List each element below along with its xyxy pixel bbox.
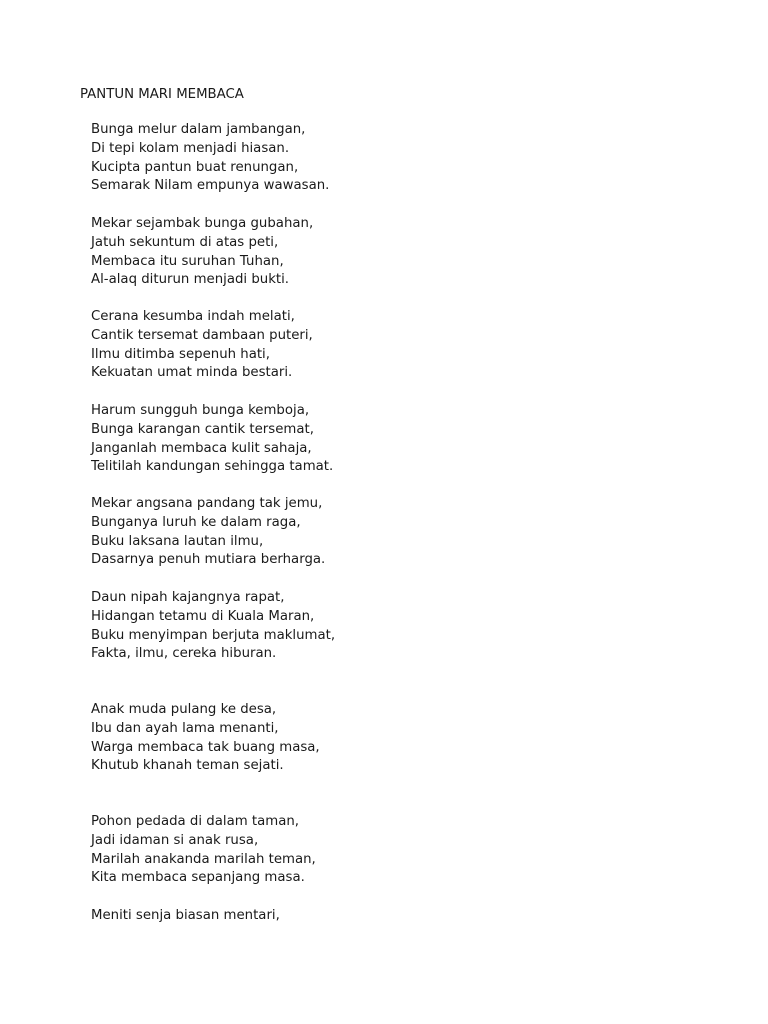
stanza-7 <box>91 701 320 776</box>
stanza-8 <box>91 813 316 888</box>
stanza-line: Meniti senja biasan mentari, <box>91 908 280 923</box>
stanza-line: Jatuh sekuntum di atas peti, <box>91 234 279 250</box>
stanza-line: Pohon pedada di dalam taman, <box>91 814 300 829</box>
stanza-line: Harum sungguh bunga kemboja, <box>91 403 310 418</box>
stanza-line: Kita membaca sepanjang masa. <box>91 870 305 886</box>
stanza-line: Dasarnya penuh mutiara berharga. <box>91 552 326 568</box>
stanza-line: Bunga karangan cantik tersemat, <box>91 421 314 437</box>
stanza-line: Kekuatan umat minda bestari. <box>91 365 293 381</box>
stanza-line: Khutub khanah teman sejati. <box>91 758 284 774</box>
stanza-line: Jadi idaman si anak rusa, <box>91 832 259 848</box>
stanza-line: Bunga melur dalam jambangan, <box>91 122 306 137</box>
stanza-line: Bunganya luruh ke dalam raga, <box>91 514 301 530</box>
stanza-5 <box>91 495 325 570</box>
stanza-1 <box>91 121 329 196</box>
stanza-line: Kucipta pantun buat renungan, <box>91 159 299 175</box>
stanza-4 <box>91 402 333 477</box>
stanza-line: Di tepi kolam menjadi hiasan. <box>91 140 290 156</box>
stanza-line: Mekar sejambak bunga gubahan, <box>91 216 314 231</box>
stanza-line: Daun nipah kajangnya rapat, <box>91 590 285 605</box>
stanza-line: Warga membaca tak buang masa, <box>91 739 320 755</box>
stanza-line: Telitilah kandungan sehingga tamat. <box>91 459 334 475</box>
stanza-line: Cerana kesumba indah melati, <box>91 309 295 324</box>
stanza-9 <box>91 907 280 926</box>
stanza-line: Ibu dan ayah lama menanti, <box>91 720 279 736</box>
stanza-line: Semarak Nilam empunya wawasan. <box>91 178 330 194</box>
stanza-line: Buku laksana lautan ilmu, <box>91 533 264 549</box>
stanza-line: Cantik tersemat dambaan puteri, <box>91 327 313 343</box>
stanza-line: Marilah anakanda marilah teman, <box>91 851 316 867</box>
stanza-2 <box>91 215 313 290</box>
stanza-line: Ilmu ditimba sepenuh hati, <box>91 346 270 362</box>
stanza-line: Hidangan tetamu di Kuala Maran, <box>91 608 315 624</box>
stanza-3 <box>91 308 313 383</box>
stanza-line: Anak muda pulang ke desa, <box>91 702 277 717</box>
stanza-6 <box>91 589 335 664</box>
stanza-line: Janganlah membaca kulit sahaja, <box>91 440 312 456</box>
stanza-line: Mekar angsana pandang tak jemu, <box>91 496 323 511</box>
stanza-line: Buku menyimpan berjuta maklumat, <box>91 627 336 643</box>
stanza-line: Membaca itu suruhan Tuhan, <box>91 253 284 269</box>
stanza-line: Al-alaq diturun menjadi bukti. <box>91 272 290 288</box>
document-title: PANTUN MARI MEMBACA <box>80 87 244 102</box>
stanza-line: Fakta, ilmu, cereka hiburan. <box>91 646 277 662</box>
